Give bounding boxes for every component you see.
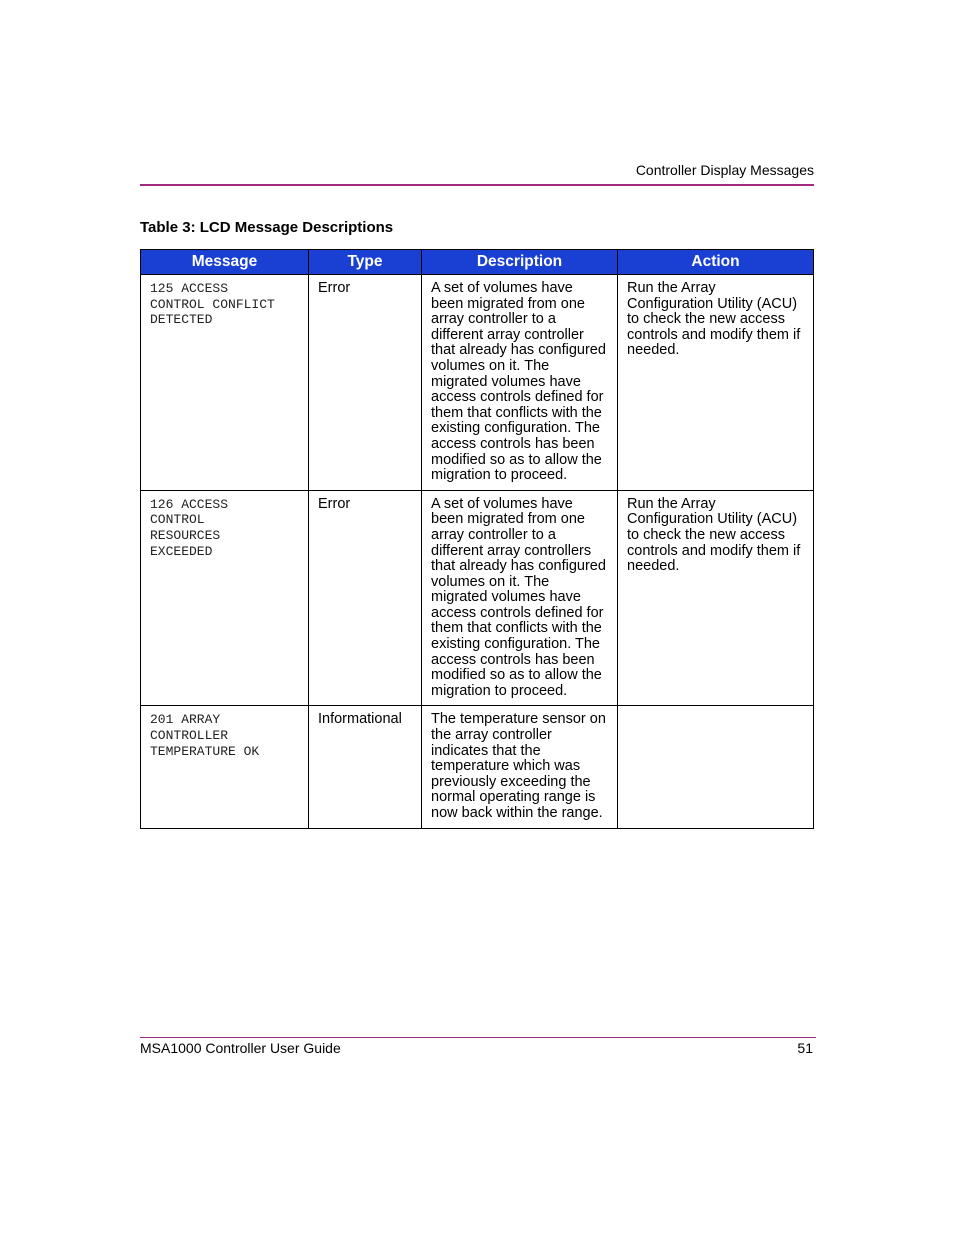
table-row	[141, 706, 814, 828]
table-caption: Table 3: LCD Message Descriptions	[140, 219, 394, 236]
type-cell: Error	[309, 490, 422, 706]
footer-divider	[140, 1037, 816, 1038]
table-row	[141, 490, 814, 706]
description-cell: The temperature sensor on the array controller indicates that the temperature which was previously exceeding the normal operating range is now back within the range.	[422, 706, 618, 828]
table-row	[141, 275, 814, 491]
description-cell: A set of volumes have been migrated from one array controller to a different array controllers that already has configured volumes on it. The migrated volumes have access controls defined for them that conflicts with the existing configuration. The access controls has been modified so as to allow the migration to proceed.	[422, 490, 618, 706]
message-cell: 126 ACCESS CONTROL RESOURCES EXCEEDED	[141, 490, 309, 706]
lcd-message-table	[140, 249, 814, 829]
column-header-action: Action	[618, 250, 814, 275]
action-cell: Run the Array Configuration Utility (ACU) to check the new access controls and modify them if needed.	[618, 275, 814, 491]
column-header-type: Type	[309, 250, 422, 275]
message-cell: 201 ARRAY CONTROLLER TEMPERATURE OK	[141, 706, 309, 828]
action-cell: Run the Array Configuration Utility (ACU) to check the new access controls and modify them if needed.	[618, 490, 814, 706]
message-cell: 125 ACCESS CONTROL CONFLICT DETECTED	[141, 275, 309, 491]
action-cell	[618, 706, 814, 828]
type-cell: Informational	[309, 706, 422, 828]
type-cell: Error	[309, 275, 422, 491]
page-number: 51	[797, 1040, 813, 1056]
column-header-message: Message	[141, 250, 309, 275]
header-divider	[140, 184, 814, 186]
footer-document-title: MSA1000 Controller User Guide	[140, 1040, 341, 1056]
table-header-row	[141, 250, 814, 275]
description-cell: A set of volumes have been migrated from one array controller to a different array controller that already has configured volumes on it. The migrated volumes have access controls defined for them that conflicts with the existing configuration. The access controls has been modified so as to allow the migration to proceed.	[422, 275, 618, 491]
running-header-title: Controller Display Messages	[635, 162, 814, 178]
column-header-description: Description	[422, 250, 618, 275]
